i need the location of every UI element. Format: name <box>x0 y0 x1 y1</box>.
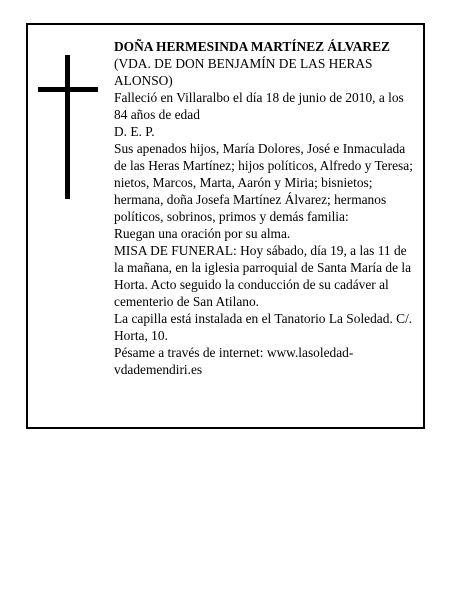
obituary-text <box>114 38 419 378</box>
obituary-notice <box>26 23 425 429</box>
cross-vertical-bar <box>65 55 70 199</box>
cross-horizontal-bar <box>38 87 98 92</box>
deceased-name: DOÑA HERMESINDA MARTÍNEZ ÁLVAREZ <box>114 39 390 54</box>
dep-line: D. E. P. <box>114 124 155 139</box>
death-info: Falleció en Villaralbo el día 18 de junio de 2010, a los 84 años de edad <box>114 90 404 122</box>
funeral-mass-info: MISA DE FUNERAL: Hoy sábado, día 19, a las 11 de la mañana, en la iglesia parroquial de Santa María de la Horta. Acto seguido la conducción de su cadáver al cementerio de San Atilano. <box>114 243 412 309</box>
latin-cross-icon <box>38 55 98 199</box>
family-list: Sus apenados hijos, María Dolores, José e Inmaculada de las Heras Martínez; hijos políticos, Alfredo y Teresa; nietos, Marcos, Marta, Aarón y Miria; bisnietos; hermana, doña Josefa Martínez Álvarez; hermanos políticos, sobrinos, primos y demás familia: <box>114 141 413 224</box>
prayer-request: Ruegan una oración por su alma. <box>114 226 291 241</box>
chapel-info: La capilla está instalada en el Tanatorio La Soledad. C/. Horta, 10. <box>114 311 413 343</box>
widow-of-line: (VDA. DE DON BENJAMÍN DE LAS HERAS ALONSO) <box>114 56 373 88</box>
condolences-info: Pésame a través de internet: www.lasoledad-vdademendiri.es <box>114 345 354 377</box>
